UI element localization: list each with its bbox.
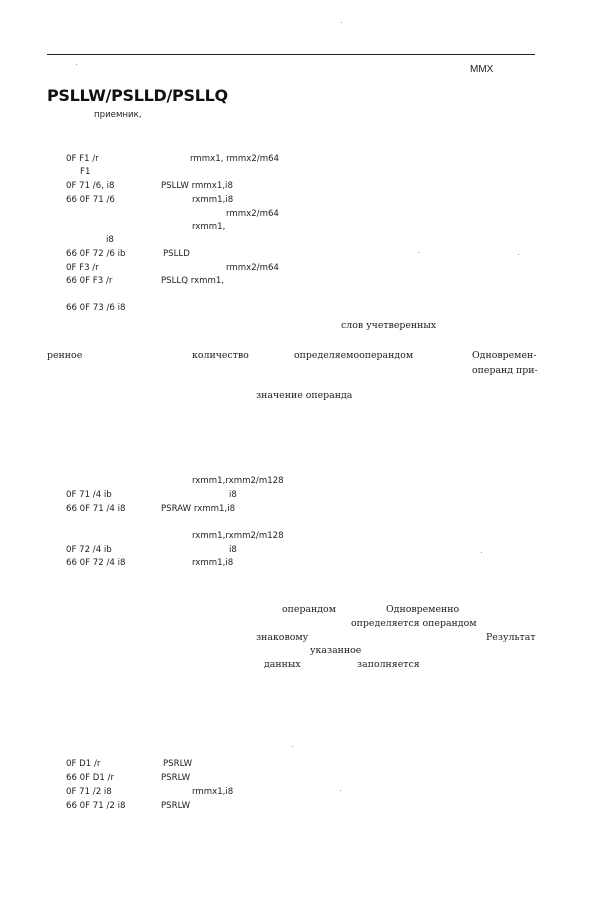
header-rule: [47, 54, 535, 55]
scan-speck: [341, 22, 342, 23]
text-fragment: количество: [192, 350, 249, 361]
instruction-cell: PSRLW: [161, 773, 191, 783]
text-fragment: Одновремен-: [472, 350, 537, 361]
opcode-cell: 0F 71 /6, i8: [66, 181, 115, 191]
instruction-cell: rmmx2/m64: [226, 209, 279, 219]
text-fragment: указанное: [310, 645, 362, 656]
opcode-cell: 0F 72 /4 ib: [66, 545, 112, 555]
scan-speck: [481, 552, 482, 553]
opcode-cell: 0F 71 /4 ib: [66, 490, 112, 500]
instruction-cell: rxmm1,rxmm2/m128: [192, 531, 284, 541]
instruction-cell: PSLLW rmmx1,i8: [161, 181, 233, 191]
opcode-cell: 66 0F 72 /4 i8: [66, 558, 126, 568]
opcode-cell: 66 0F 71 /2 i8: [66, 801, 126, 811]
text-fragment: значение операнда: [256, 390, 353, 401]
instruction-cell: PSRAW rxmm1,i8: [161, 504, 236, 514]
page-title: PSLLW/PSLLD/PSLLQ: [47, 86, 228, 105]
text-fragment: определяется операндом: [351, 618, 477, 629]
opcode-cell: 66 0F 71 /4 i8: [66, 504, 126, 514]
text-fragment: слов учетверенных: [341, 320, 437, 331]
opcode-cell: 0F F1 /r: [66, 154, 99, 164]
section-tag: MMX: [470, 64, 494, 75]
opcode-cell: 0F F3 /r: [66, 263, 99, 273]
text-fragment: определяемоoперандом: [294, 350, 414, 361]
text-fragment: знаковому: [256, 632, 309, 643]
instruction-cell: rmmx1, rmmx2/m64: [190, 154, 280, 164]
text-fragment: Результат: [486, 632, 536, 643]
instruction-cell: PSRLW: [161, 801, 191, 811]
opcode-cell: 0F D1 /r: [66, 759, 101, 769]
opcode-cell: F1: [80, 167, 91, 177]
scan-speck: [76, 64, 77, 65]
instruction-cell: i8: [229, 490, 237, 500]
instruction-cell: PSRLW: [163, 759, 193, 769]
instruction-cell: PSLLQ rxmm1,: [161, 276, 225, 286]
text-fragment: Одновременно: [386, 604, 460, 615]
text-fragment: операндом: [282, 604, 336, 615]
text-fragment: операнд при-: [472, 365, 538, 376]
instruction-cell: PSLLD: [163, 249, 190, 259]
opcode-cell: 66 0F 71 /6: [66, 195, 115, 205]
text-fragment: ренное: [47, 350, 83, 361]
opcode-cell: 66 0F F3 /r: [66, 276, 113, 286]
opcode-cell: 66 0F 72 /6 ib: [66, 249, 126, 259]
scan-speck: [518, 254, 519, 255]
instruction-cell: i8: [229, 545, 237, 555]
scan-speck: [292, 746, 293, 747]
text-fragment: заполняется: [357, 659, 420, 670]
opcode-cell: 66 0F 73 /6 i8: [66, 303, 126, 313]
scan-speck: [340, 790, 341, 791]
opcode-cell: 0F 71 /2 i8: [66, 787, 112, 797]
opcode-cell: i8: [106, 235, 114, 245]
instruction-cell: rmmx2/m64: [226, 263, 279, 273]
intro-fragment: приемник,: [94, 110, 142, 120]
instruction-cell: rxmm1,: [192, 222, 226, 232]
instruction-cell: rxmm1,i8: [192, 558, 234, 568]
instruction-cell: rxmm1,i8: [192, 195, 234, 205]
instruction-cell: rmmx1,i8: [192, 787, 234, 797]
instruction-cell: rxmm1,rxmm2/m128: [192, 476, 284, 486]
scan-speck: [418, 252, 419, 253]
text-fragment: данных: [264, 659, 301, 670]
opcode-cell: 66 0F D1 /r: [66, 773, 115, 783]
